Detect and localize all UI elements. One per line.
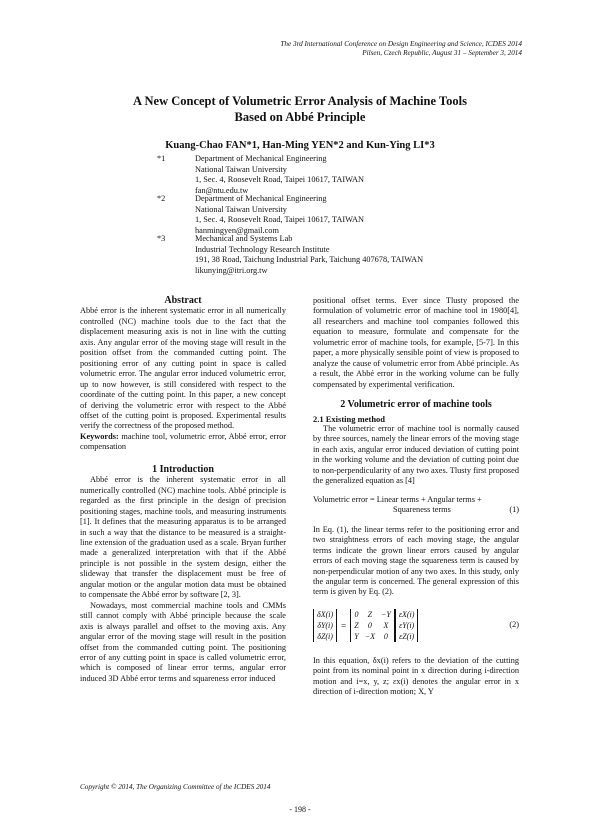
- affiliation-line: 1, Sec. 4, Roosevelt Road, Taipei 10617, TAIWAN: [195, 175, 364, 185]
- abstract-body: Abbé error is the inherent systematic error in all numerically controlled (NC) machine tools due to the fact that the displacement measuring axis is not in line with the cutting axis. Any angular error of the moving stage will result in the position offset from the commanded cutting point. The positioning error of any cutting point in space is called volumetric error. The angular error induced volumetric error, up to now however, is still considered with respect to the coordinate of the cutting point. In this paper, a new concept of deriving the volumetric error with respect to the Abbé offset of the cutting point is proposed. Experimental results verify the correctness of the proposed method.: [80, 306, 286, 431]
- affiliation-line: 191, 38 Road, Taichung Industrial Park, Taichung 407678, TAIWAN: [195, 255, 424, 265]
- equation-2-explanation: In this equation, δx(i) refers to the deviation of the cutting point from its nominal point in x direction during i-direction motion and i=x, y, z; εx(i) denotes the angular error in x direction of i-direction motion; X, Y: [313, 655, 519, 697]
- conference-header: [280, 40, 522, 58]
- matrix-cell: Z: [367, 610, 373, 620]
- rhs-term: εY(i): [399, 621, 415, 631]
- rhs-term: εX(i): [398, 610, 415, 620]
- equation-1-line-1: Volumetric error = Linear terms + Angular terms +: [313, 494, 482, 504]
- affiliation-email: hanmingyen@gmail.com: [195, 225, 279, 235]
- affiliation-line: National Taiwan University: [195, 204, 287, 214]
- equation-1: [313, 495, 519, 519]
- page-number: - 198 -: [289, 805, 311, 814]
- rhs-term: εZ(i): [399, 632, 415, 642]
- subsection-2-1-heading: 2.1 Existing method: [313, 413, 386, 424]
- matrix-cell: Y: [354, 632, 359, 642]
- intro-paragraph-2: Nowadays, most commercial machine tools and CMMs still cannot comply with Abbé principle because the scale axis is always parallel and offset to the moving axis. Any angular error of the moving stage will result in the position offset from the commanded cutting point. The positioning error of any cutting point in space is called volumetric error, which is composed of linear error terms, angular error induced 3D Abbé error terms and squareness error induced: [80, 600, 286, 683]
- affiliation-line: National Taiwan University: [195, 164, 287, 174]
- keywords-text: machine tool, volumetric error, Abbé error, error compensation: [80, 431, 286, 452]
- section-2-1-paragraph: The volumetric error of machine tool is normally caused by three sources, namely the linear errors of the moving stage in each axis, angular error induced deviation of cutting point in the working volume and the deviation of cutting point due to non-perpendicularity of any two axes. Tlusty first proposed the generalized equation as [4]: [313, 423, 519, 486]
- author-list: Kuang-Chao FAN*1, Han-Ming YEN*2 and Kun-Ying LI*3: [165, 140, 435, 151]
- affiliation-line: Department of Mechanical Engineering: [195, 154, 327, 163]
- paper-title: [80, 93, 520, 125]
- equation-1-line-2: Squareness terms: [393, 505, 451, 515]
- matrix-cell: 0: [367, 621, 372, 631]
- equation-2-number: (2): [509, 619, 519, 629]
- conference-line-1: The 3rd International Conference on Design Engineering and Science, ICDES 2014: [280, 40, 522, 48]
- matrix-cell: 0: [354, 610, 359, 620]
- matrix-cell: 0: [383, 632, 388, 642]
- introduction-heading: 1 Introduction: [152, 463, 214, 475]
- affiliation-email: likunying@itri.org.tw: [195, 265, 268, 275]
- affiliation-email: fan@ntu.edu.tw: [195, 185, 249, 195]
- affiliation-line: Industrial Technology Research Institute: [195, 244, 330, 254]
- affiliation-line: Mechanical and Systems Lab: [195, 234, 293, 243]
- keywords-label: Keywords:: [80, 431, 119, 441]
- matrix-cell: X: [383, 621, 389, 631]
- equation-1-number: (1): [509, 504, 519, 514]
- intro-paragraph-1: Abbé error is the inherent systematic error in all numerically controlled (NC) machine tools. Abbé principle is regarded as the first principle in the design of precision positioning stages, machine tools, and measuring instruments [1]. It defines that the measuring apparatus is to be arranged in such a way that the distance to be measured is a straight-line extension of the graduation used as a scale. Bryan further made a generalized interpretation with that if the Abbé principle is not possible in the system design, either the slideway that transfer the displacement must be free of angular motion or the angular motion data must be obtained to compensate the Abbé error by software [2, 3].: [80, 475, 286, 600]
- affiliation-line: 1, Sec. 4, Roosevelt Road, Taipei 10617, TAIWAN: [195, 215, 364, 225]
- lhs-term: δX(i): [317, 610, 334, 620]
- equation-2: [313, 604, 519, 648]
- right-column: [313, 296, 519, 698]
- matrix-cell: −X: [364, 632, 375, 642]
- lhs-term: δY(i): [317, 621, 333, 631]
- abstract-heading: Abstract: [164, 295, 202, 306]
- matrix-cell: −Y: [380, 610, 391, 620]
- equation-2-equals: =: [341, 620, 347, 631]
- equation-2-lhs-vector: [313, 609, 337, 642]
- affiliation-line: Department of Mechanical Engineering: [195, 194, 327, 203]
- title-line-1: A New Concept of Volumetric Error Analysis of Machine Tools: [133, 94, 467, 108]
- section-2-heading: 2 Volumetric error of machine tools: [340, 399, 492, 411]
- affiliations: [157, 154, 487, 274]
- matrix-cell: Z: [354, 621, 359, 631]
- affiliation-mark: *3: [157, 234, 166, 243]
- equation-2-matrix: [350, 609, 395, 642]
- intro-continuation: positional offset terms. Ever since Tlusty proposed the formulation of volumetric error of machine tool in 1980[4], all researchers and machine tool companies followed this equation to measure, formulate and compensate for the volumetric error of machine tools, for example, [5-7]. In this paper, a more physically sensible point of view is proposed to analyze the cause of volumetric error from Abbé principle. As a result, the Abbé error in the working volume can be fully compensated by experimental verification.: [313, 296, 519, 389]
- equation-1-explanation: In Eq. (1), the linear terms refer to the positioning error and two straightness errors of each moving stage, the angular terms indicate the grown linear errors caused by angular errors of each moving stage the squareness term is caused by non-perpendicular motion of any two axes. In this study, only the angular term is concerned. The general expression of this term is given by Eq. (2).: [313, 524, 519, 597]
- copyright-notice: Copyright © 2014, The Organizing Committee of the ICDES 2014: [80, 783, 271, 791]
- lhs-term: δZ(i): [317, 632, 333, 642]
- affiliation-mark: *2: [157, 194, 166, 203]
- equation-2-rhs-vector: [395, 609, 419, 642]
- conference-line-2: Pilsen, Czech Republic, August 31 – September 3, 2014: [362, 49, 522, 57]
- title-line-2: Based on Abbé Principle: [234, 110, 366, 124]
- keywords: [80, 432, 286, 453]
- left-column: [80, 296, 286, 684]
- affiliation-mark: *1: [157, 154, 166, 163]
